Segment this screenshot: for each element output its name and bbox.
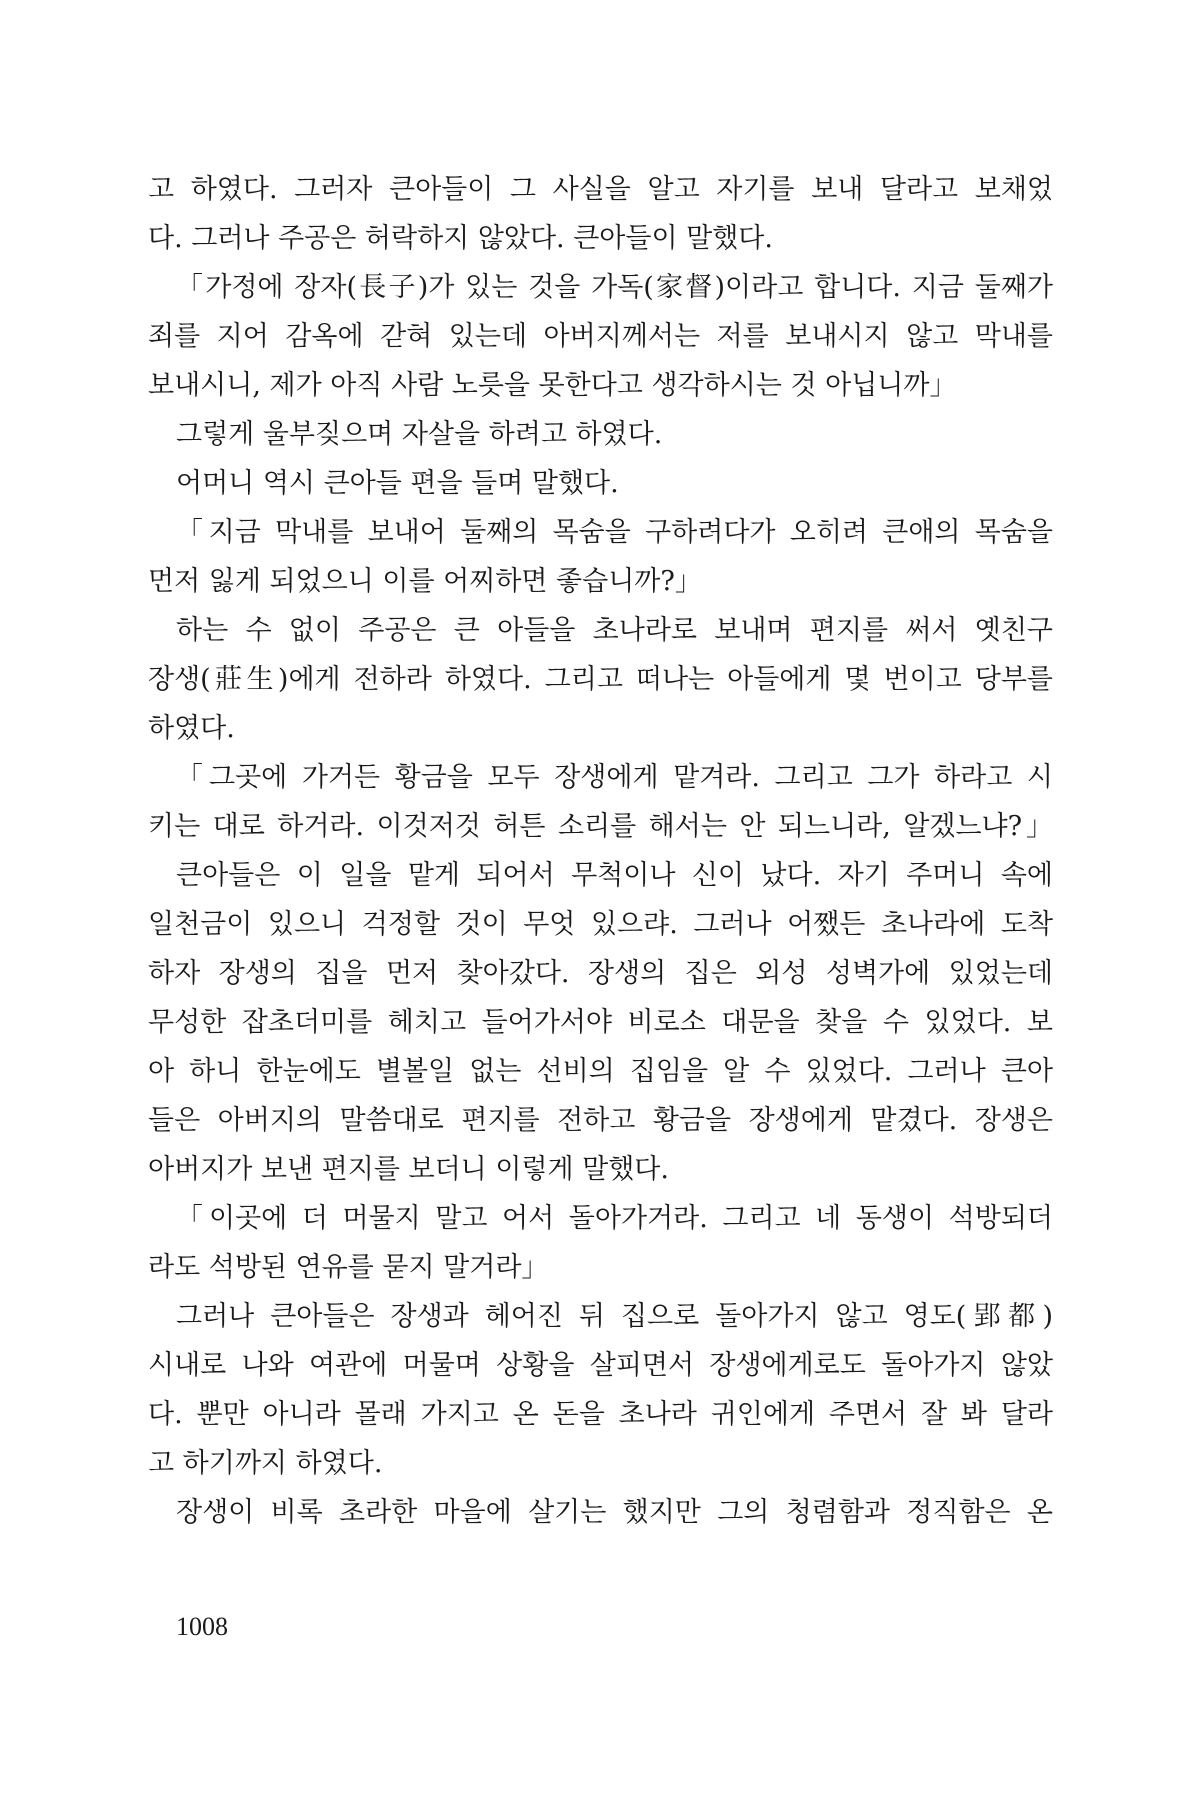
text-line: 라도 석방된 연유를 묻지 말거라」 — [148, 1252, 549, 1283]
text-line: 키는 대로 하거라. 이것저것 허튼 소리를 해서는 안 되느니라, 알겠느냐?」 — [148, 811, 1053, 842]
text-line: 아버지가 보낸 편지를 보더니 이렇게 말했다. — [148, 1154, 669, 1185]
text-line: 먼저 잃게 되었으니 이를 어찌하면 좋습니까?」 — [148, 566, 702, 597]
text-line: 장생이 비록 초라한 마을에 살기는 했지만 그의 청렴함과 정직함은 온 — [176, 1497, 1053, 1528]
text-line: 「가정에 장자(長子)가 있는 것을 가독(家督)이라고 합니다. 지금 둘째가 — [176, 272, 1053, 303]
text-line: 하였다. — [148, 713, 235, 744]
text-line: 장생(莊生)에게 전하라 하였다. 그리고 떠나는 아들에게 몇 번이고 당부를 — [148, 664, 1053, 695]
text-line: 「그곳에 가거든 황금을 모두 장생에게 맡겨라. 그리고 그가 하라고 시 — [176, 762, 1053, 793]
text-line: 어머니 역시 큰아들 편을 들며 말했다. — [176, 468, 619, 499]
text-line: 고 하였다. 그러자 큰아들이 그 사실을 알고 자기를 보내 달라고 보채었 — [148, 174, 1053, 205]
page-number: 1008 — [176, 1612, 228, 1641]
text-line: 다. 그러나 주공은 허락하지 않았다. 큰아들이 말했다. — [148, 223, 773, 254]
text-line: 다. 뿐만 아니라 몰래 가지고 온 돈을 초나라 귀인에게 주면서 잘 봐 달라 — [148, 1399, 1053, 1430]
text-line: 보내시니, 제가 아직 사람 노릇을 못한다고 생각하시는 것 아닙니까」 — [148, 370, 957, 401]
text-line: 「지금 막내를 보내어 둘째의 목숨을 구하려다가 오히려 큰애의 목숨을 — [176, 517, 1053, 548]
text-line: 일천금이 있으니 걱정할 것이 무엇 있으랴. 그러나 어쨌든 초나라에 도착 — [148, 909, 1053, 940]
text-line: 그렇게 울부짖으며 자살을 하려고 하였다. — [176, 419, 663, 450]
text-line: 큰아들은 이 일을 맡게 되어서 무척이나 신이 났다. 자기 주머니 속에 — [176, 860, 1053, 891]
text-line: 「이곳에 더 머물지 말고 어서 돌아가거라. 그리고 네 동생이 석방되더 — [176, 1203, 1053, 1234]
text-line: 들은 아버지의 말씀대로 편지를 전하고 황금을 장생에게 맡겼다. 장생은 — [148, 1105, 1053, 1136]
text-line: 아 하니 한눈에도 별볼일 없는 선비의 집임을 알 수 있었다. 그러나 큰아 — [148, 1056, 1053, 1087]
text-line: 하자 장생의 집을 먼저 찾아갔다. 장생의 집은 외성 성벽가에 있었는데 — [148, 958, 1053, 989]
text-line: 고 하기까지 하였다. — [148, 1448, 383, 1479]
body-text — [148, 165, 1053, 1537]
text-line: 하는 수 없이 주공은 큰 아들을 초나라로 보내며 편지를 써서 옛친구 — [176, 615, 1053, 646]
text-line: 죄를 지어 감옥에 갇혀 있는데 아버지께서는 저를 보내시지 않고 막내를 — [148, 321, 1053, 352]
text-line: 그러나 큰아들은 장생과 헤어진 뒤 집으로 돌아가지 않고 영도(郢都) — [176, 1301, 1053, 1332]
text-line: 시내로 나와 여관에 머물며 상황을 살피면서 장생에게로도 돌아가지 않았 — [148, 1350, 1053, 1381]
text-line: 무성한 잡초더미를 헤치고 들어가서야 비로소 대문을 찾을 수 있었다. 보 — [148, 1007, 1053, 1038]
